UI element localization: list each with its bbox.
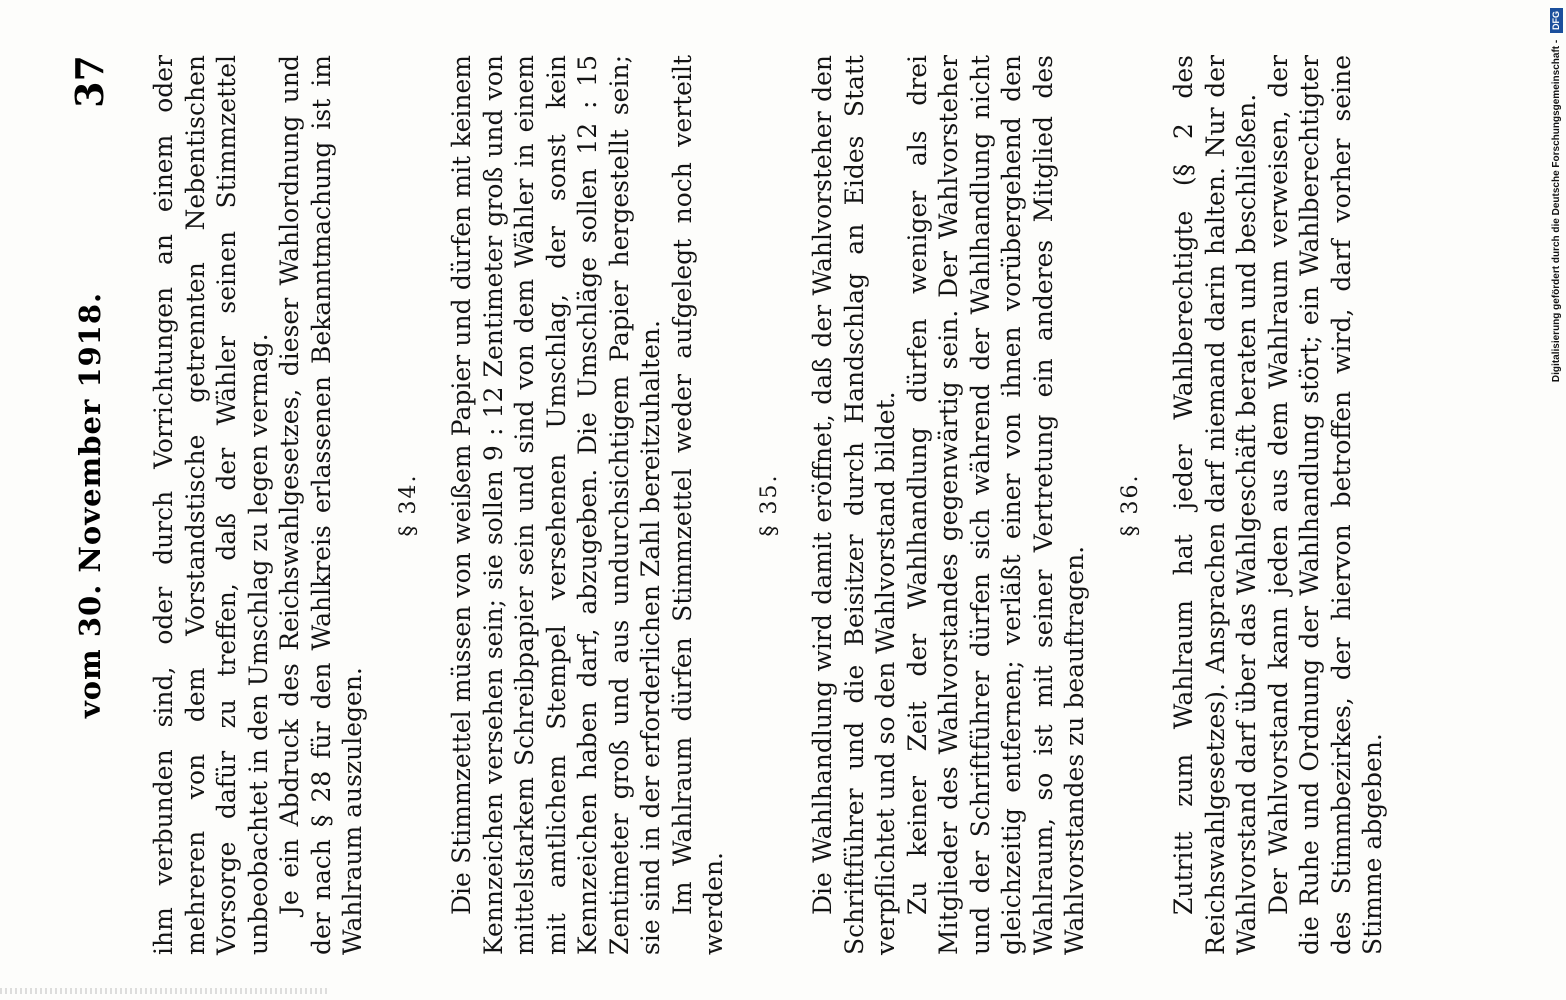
page-title: vom 30. November 1918. — [73, 291, 107, 719]
paragraph-5: Die Wahlhandlung wird damit eröffnet, daß der Wahlvorsteher den Schriftführer und die Beisitzer durch Handschlag an Eides Statt verpflichtet und so den Wahlvorstand bildet. — [808, 55, 900, 955]
scan-edge-artifact — [0, 988, 330, 994]
section-heading-34: § 34. — [395, 473, 421, 537]
credit-line — [1547, 0, 1566, 1000]
paragraph-2: Je ein Abdruck des Reichswahlgesetzes, dieser Wahlordnung und der nach § 28 für den Wahlkreis erlassenen Bekanntmachung ist im Wahlraum auszulegen. — [275, 55, 367, 955]
paragraph-7: Zutritt zum Wahlraum hat jeder Wahlberechtigte (§ 2 des Reichswahlgesetzes). Ansprachen darf niemand darin halten. Nur der Wahlvorstand darf über das Wahlgeschäft beraten und beschließen. — [1169, 55, 1261, 955]
paragraph-6: Zu keiner Zeit der Wahlhandlung dürfen weniger als drei Mitglieder des Wahlvorstandes gegenwärtig sein. Der Wahlvorsteher und der Schriftführer dürfen sich während der Wahlhandlung nicht gleichzeitig entfernen; verläßt einer von ihnen vorübergehend den Wahlraum, so ist mit seiner Vertretung ein anderes Mitglied des Wahlvorstandes zu beauftragen. — [902, 55, 1089, 955]
body-text — [148, 55, 1389, 955]
paragraph-3: Die Stimmzettel müssen von weißem Papier und dürfen mit keinem Kennzeichen versehen sein; sie sollen 9 : 12 Zentimeter groß und von mittelstarkem Schreibpapier sein und sind von dem Wähler in einem mit amtlichem Stempel versehenen Umschlag, der sonst kein Kennzeichen haben darf, abzugeben. Die Umschläge sollen 12 : 15 Zentimeter groß und aus undurchsichtigem Papier hergestellt sein; sie sind in der erforderlichen Zahl bereitzuhalten. — [447, 55, 665, 955]
paragraph-4: Im Wahlraum dürfen Stimmzettel weder aufgelegt noch verteilt werden. — [667, 55, 728, 955]
section-heading-36: § 36. — [1117, 473, 1143, 537]
paragraph-1: ihm verbunden sind, oder durch Vorrichtungen an einem oder mehreren von dem Vorstandstische getrennten Nebentischen Vorsorge dafür zu treffen, daß der Wähler seinen Stimmzettel unbeobachtet in den Umschlag zu legen vermag. — [149, 55, 273, 955]
paragraph-8: Der Wahlvorstand kann jeden aus dem Wahlraum verweisen, der die Ruhe und Ordnung der Wahlhandlung stört; ein Wahlberechtigter des Stimmbezirkes, der hiervon betroffen wird, darf vorher seine Stimme abgeben. — [1263, 55, 1387, 955]
dfg-logo: DFG — [1550, 8, 1563, 33]
running-header — [65, 55, 115, 955]
digitization-credit — [1547, 0, 1566, 1000]
page-number: 37 — [67, 55, 112, 108]
section-heading-35: § 35. — [756, 473, 782, 537]
credit-text: Digitalisierung gefördert durch die Deutsche Forschungsgemeinschaft - — [1551, 39, 1562, 383]
